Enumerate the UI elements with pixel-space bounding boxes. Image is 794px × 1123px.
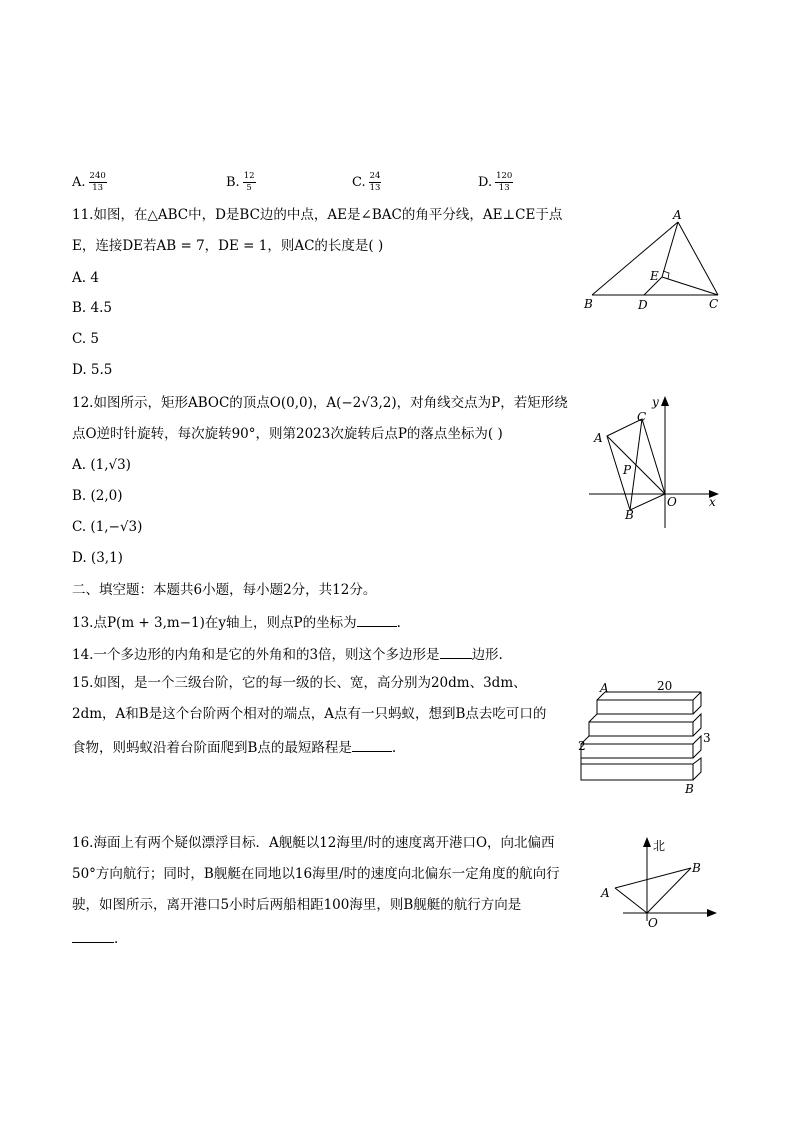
q16-end: . [114,931,119,947]
label-a: A [600,681,609,695]
denominator: 5 [246,182,252,193]
label-e: E [650,269,659,283]
q14-text [72,646,503,663]
q11-triangle-figure [580,205,730,315]
q10-option-d [478,172,513,193]
q13-text [72,614,401,631]
q10-option-b [226,172,256,193]
q14-stem: 14.一个多边形的内角和是它的外角和的3倍，则这个多边形是 [72,647,440,663]
label-b: B [685,782,694,796]
fraction [369,172,382,193]
label-c: C [709,297,719,311]
answer-blank[interactable] [352,739,392,752]
q15-line2: 2dm，A和B是这个台阶两个相对的端点，A点有一只蚂蚁，想到B点去吃可口的 [72,706,547,722]
option-letter: C. [352,174,366,190]
q12-line2: 点O逆时针旋转，每次旋转90°，则第2023次旋转后点P的落点坐标为( ) [72,426,503,442]
q10-option-c [352,172,381,193]
label-b: B [625,508,634,522]
denominator: 13 [369,182,381,193]
label-o: O [648,916,658,930]
q16-line1: 16.海面上有两个疑似漂浮目标．A舰艇以12海里/时的速度离开港口O，向北偏西 [72,835,555,851]
label-b: B [584,297,593,311]
label-a: A [673,208,682,222]
answer-blank[interactable] [440,646,472,659]
label-y: y [652,395,659,409]
label-length: 20 [657,679,673,693]
q16-line4 [72,930,118,947]
q12-rectangle-figure [585,392,735,532]
q11-option-b: B. 4.5 [72,300,112,316]
q11-option-c: C. 5 [72,331,100,347]
label-a: A [601,886,610,900]
q15-line1: 15.如图，是一个三级台阶，它的每一级的长、宽，高分别为20dm、3dm、 [72,675,527,691]
fraction [495,172,513,193]
label-d: D [638,298,648,312]
label-height: 2 [578,739,586,753]
q16-navigation-figure [595,833,725,933]
q12-line1: 12.如图所示，矩形ABOC的顶点O(0,0)，A(−2√3,2)，对角线交点为P，若矩形绕 [72,395,568,411]
q14-end: 边形. [471,647,503,663]
denominator: 13 [498,182,510,193]
q11-option-d: D. 5.5 [72,362,113,378]
label-north: 北 [653,839,666,853]
q12-option-c: C. (1,−√3) [72,519,143,535]
option-letter: B. [226,174,240,190]
q15-stairs-figure [575,680,725,800]
fraction [89,172,107,193]
label-p: P [623,463,632,477]
q16-line2: 50°方向航行；同时，B舰艇在同地以16海里/时的速度向北偏东一定角度的航向行 [72,866,560,882]
q13-stem: 13.点P(m + 3,m−1)在y轴上，则点P的坐标为 [72,615,357,631]
label-a: A [594,431,603,445]
numerator: 24 [369,171,381,181]
denominator: 13 [92,182,104,193]
q11-option-a: A. 4 [72,270,99,286]
label-o: O [667,495,677,509]
q12-option-a: A. (1,√3) [72,457,131,473]
label-x: x [709,495,716,509]
answer-blank[interactable] [357,614,397,627]
label-c: C [637,410,647,424]
fraction [243,172,256,193]
q15-stem: 食物，则蚂蚁沿着台阶面爬到B点的最短路程是 [72,740,352,756]
q15-end: . [391,740,397,756]
q11-line2: E，连接DE若AB = 7，DE = 1，则AC的长度是( ) [72,238,384,254]
q15-line3 [72,739,396,756]
option-letter: D. [478,174,493,190]
section-heading: 二、填空题：本题共6小题，每小题2分，共12分。 [72,582,377,598]
numerator: 12 [243,171,255,181]
q10-option-a [72,172,107,193]
numerator: 120 [496,171,513,181]
option-letter: A. [72,174,86,190]
q13-end: . [396,615,401,631]
answer-blank[interactable] [72,930,114,943]
q16-line3: 驶，如图所示，离开港口5小时后两船相距100海里，则B舰艇的航行方向是 [72,897,522,913]
label-width: 3 [703,731,711,745]
q12-option-b: B. (2,0) [72,488,123,504]
q11-line1: 11.如图，在△ABC中，D是BC边的中点，AE是∠BAC的角平分线，AE⊥CE于点 [72,207,563,223]
q12-option-d: D. (3,1) [72,550,123,566]
numerator: 240 [89,171,106,181]
label-b: B [692,861,701,875]
